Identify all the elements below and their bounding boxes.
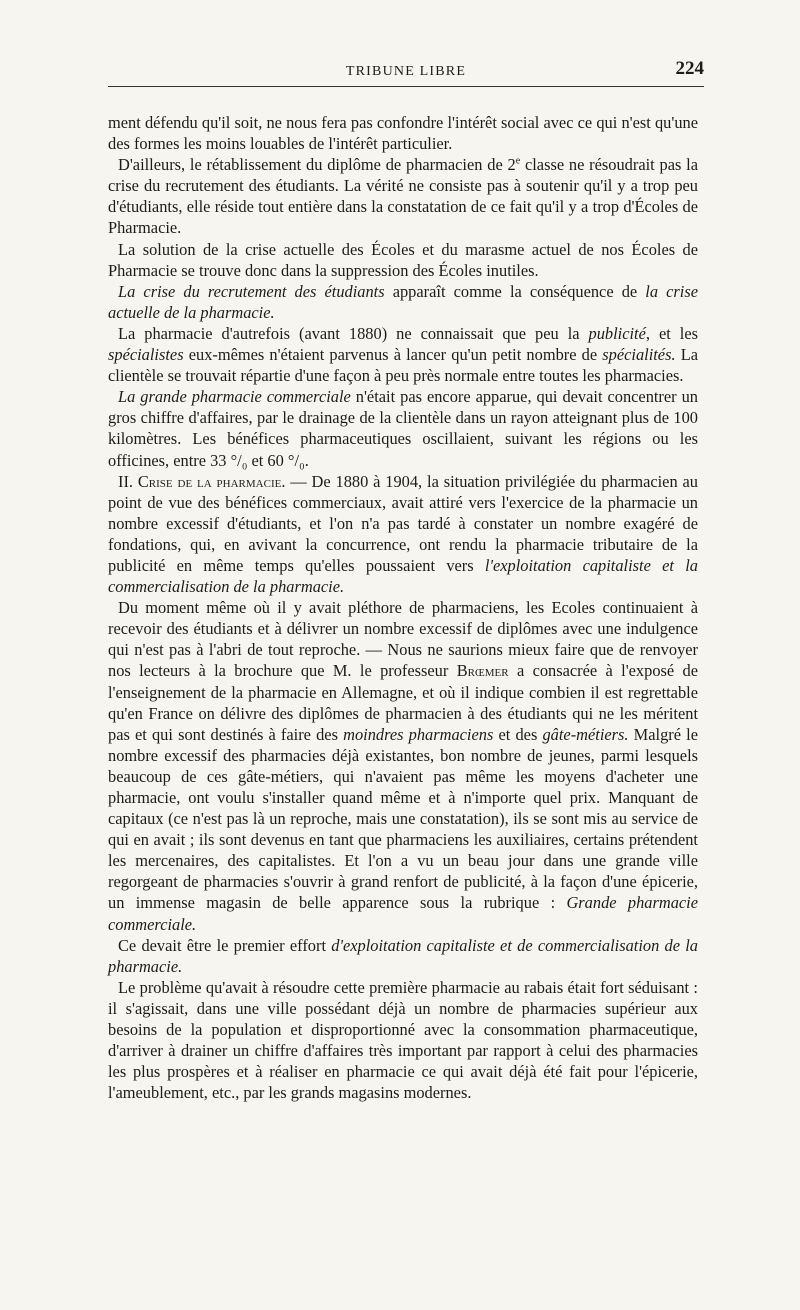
paragraph [108,977,698,1104]
italic-text: d'exploitation capitaliste et de commercialisation de la pharmacie. [108,935,698,976]
text-run: apparaît comme la conséquence de [384,281,646,301]
italic-text: publicité [588,323,646,343]
paragraph [108,386,698,470]
italic-text: spécialités. [602,345,676,365]
small-caps-text: Crise de la pharmacie. [137,471,286,491]
text-run: — De 1880 à 1904, la situation privilégiée du pharmacien au point de vue des bénéfices commerciaux, avait attiré vers l'exercice de la pharmacie un nombre excessif d'étudiants, et l'on n'a pas tardé à constater un nombre exagéré de fondations, qui, en avivant la concurrence, ont rendu la pharmacie tributaire de la publicité en même temps qu'elles poussaient vers [108,471,698,575]
italic-text: moindres pharmaciens [343,724,494,744]
italic-text: l'exploitation capitaliste et la commercialisation de la pharmacie. [108,555,698,597]
italic-text: la crise actuelle de la pharmacie. [108,281,698,322]
running-title: TRIBUNE LIBRE [345,64,467,79]
paragraph [108,281,698,323]
text-run: La pharmacie d'autrefois (avant 1880) ne connaissait que peu la [118,323,589,343]
text-run: Ce devait être le premier effort [118,935,332,955]
paragraph [108,471,698,598]
text-run: II. [118,471,138,491]
text-run: La solution de la crise actuelle des Écoles et du marasme actuel de nos Écoles de Pharmacie se trouve donc dans la suppression des Écoles inutiles. [108,239,698,280]
text-run: , et les [645,323,698,343]
paragraph [108,935,698,977]
italic-text: La crise du recrutement des étudiants [118,281,385,301]
page-number: 224 [675,58,704,79]
superscript: e [515,155,521,167]
text-run: a consacrée à l'exposé de l'enseignement de la pharmacie en Allemagne, et où il indique combien il est regrettable qu'en France on délivre des diplômes de pharmacien à des étudiants qui ne les méritent pas et qui sont destinés à faire des [108,661,698,744]
text-run: n'était pas encore apparue, qui devait concentrer un gros chiffre d'affaires, par le drainage de la clientèle dans un rayon atteignant plus de 100 kilomètres. Les bénéfices pharmaceutiques oscillaient, suivant les régions ou les officines, entre 33 °/₀ et 60 °/₀. [108,387,698,470]
italic-text: Grande pharmacie commerciale. [108,893,698,934]
paragraph [108,597,698,935]
paragraph [108,323,698,386]
italic-text: gâte-métiers. [542,724,629,744]
body-text [108,112,698,1103]
text-run: classe ne résoudrait pas la crise du recrutement des étudiants. La vérité ne consiste pas à soutenir qu'il y a trop peu d'étudiants, elle réside tout entière dans la constatation de ce fait qu'il y a trop d'Écoles de Pharmacie. [108,155,698,238]
text-run: D'ailleurs, le rétablissement du diplôme de pharmacien de 2 [118,155,516,175]
page-header [108,58,704,87]
paragraph [108,112,698,154]
text-run: Le problème qu'avait à résoudre cette première pharmacie au rabais était fort séduisant : il s'agissait, dans une ville possédant déjà un nombre de pharmacies supérieur aux besoins de la population et disproportionné avec la consommation pharmaceutique, d'arriver à drainer un chiffre d'affaires très important par rapport à celui des pharmacies les plus prospères et à réaliser en pharmacie ce qui avait déjà été fait pour l'épicerie, l'ameublement, etc., par les grands magasins modernes. [108,977,698,1103]
text-run: Malgré le nombre excessif des pharmacies déjà existantes, bon nombre de jeunes, parmi lesquels beaucoup de ces gâte-métiers, qui n'avaient pas même les moyens d'acheter une pharmacie, ont voulu s'installer quand même et à n'importe quel prix. Manquant de capitaux (ce n'est pas là un reproche, mais une constatation), ils se sont mis au service de qui en avait ; ils sont devenus en tant que pharmaciens les auxiliaires, certains prétendent les mercenaires, des capitalistes. Et l'on a vu un beau jour dans une grande ville regorgeant de pharmacies s'ouvrir à grand renfort de publicité, à la façon d'une épicerie, un immense magasin de belle apparence sous la rubrique : [108,724,698,913]
text-run: La clientèle se trouvait répartie d'une façon à peu près normale entre toutes les pharmacies. [108,345,698,386]
italic-text: spécialistes [108,345,184,365]
text-run: et des [493,724,543,744]
paragraph [108,239,698,281]
text-run: ment défendu qu'il soit, ne nous fera pas confondre l'intérêt social avec ce qui n'est qu'une des formes les moins louables de l'intérêt particulier. [108,113,698,154]
small-caps-text: Brœmer [456,661,509,681]
italic-text: La grande pharmacie commerciale [118,387,351,407]
text-run: Du moment même où il y avait pléthore de pharmaciens, les Ecoles continuaient à recevoir des étudiants et à délivrer un nombre excessif de diplômes avec une indulgence qui n'est pas à l'abri de tout reproche. — Nous ne saurions mieux faire que de renvoyer nos lecteurs à la brochure que M. le professeur [108,598,698,681]
text-run: eux-mêmes n'étaient parvenus à lancer qu'un petit nombre de [183,345,603,365]
paragraph [108,154,698,238]
